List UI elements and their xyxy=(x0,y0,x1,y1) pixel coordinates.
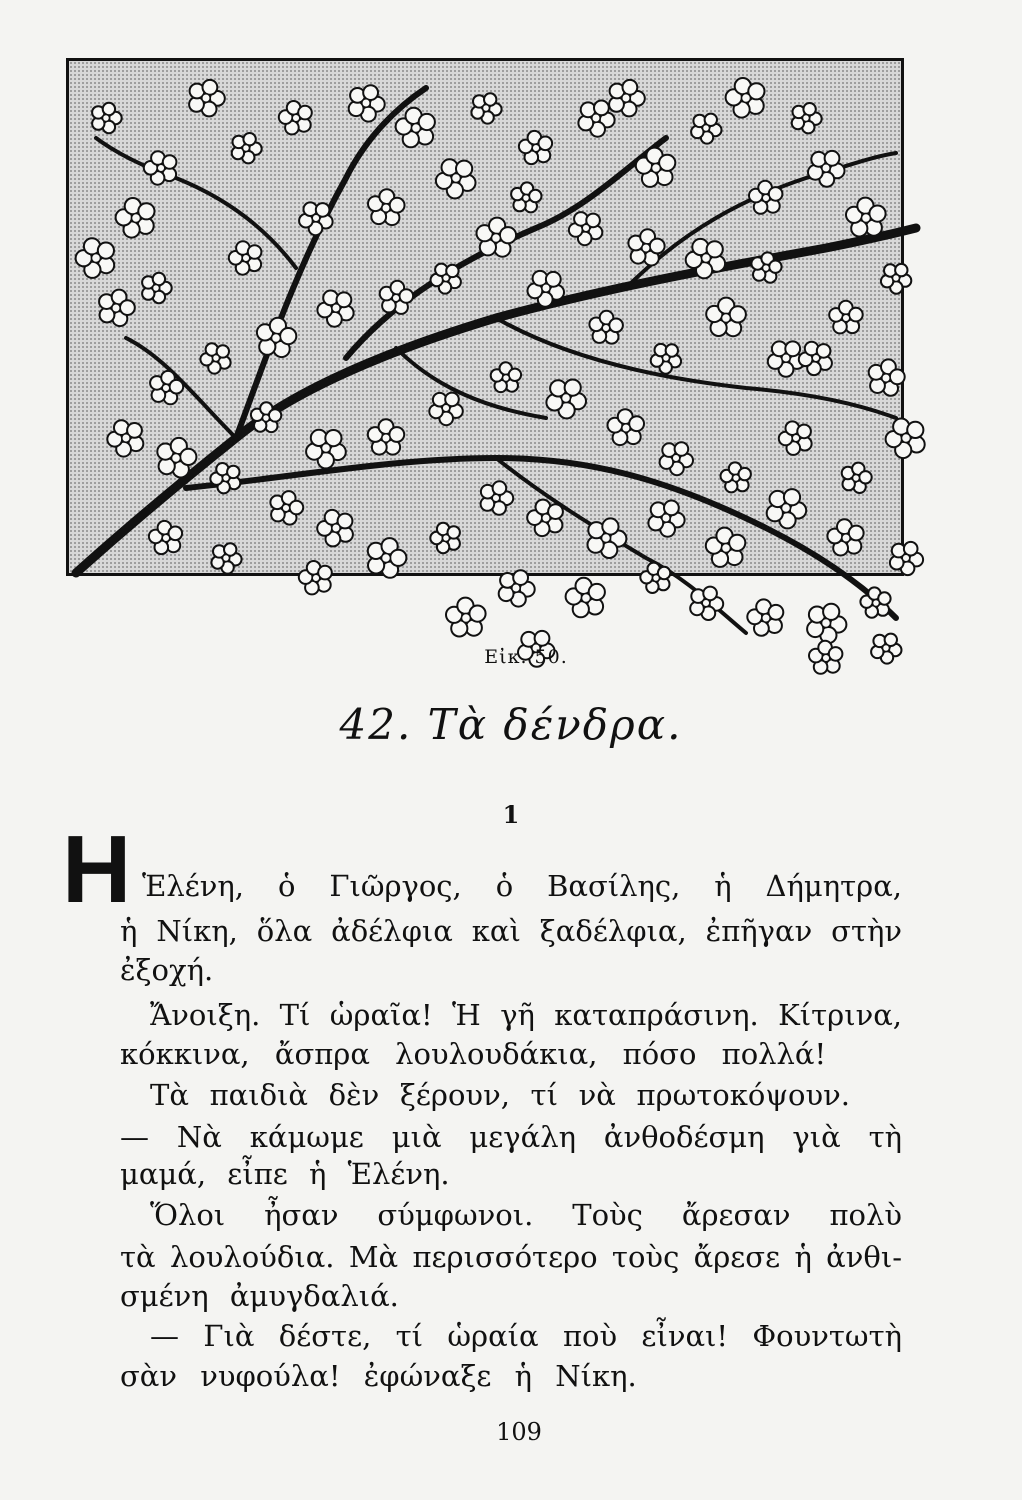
blossom-center xyxy=(803,115,810,122)
blossom-center xyxy=(332,304,340,312)
blossom-center xyxy=(452,174,461,183)
blossom-center xyxy=(443,275,450,282)
blossom-petal xyxy=(849,526,864,541)
blossom-center xyxy=(162,384,170,392)
blossom-center xyxy=(622,94,630,102)
section-number: 1 xyxy=(502,800,520,829)
blossom-center xyxy=(542,284,550,292)
blossom-petal xyxy=(529,190,541,202)
blossom-center xyxy=(292,114,300,122)
blossom-center xyxy=(282,504,290,512)
blossom-center xyxy=(362,99,370,107)
blossom-petal xyxy=(120,300,135,315)
page-number: 109 xyxy=(496,1418,542,1446)
blossom-center xyxy=(582,224,590,232)
blossom-center xyxy=(103,115,110,122)
branch-stroke xyxy=(236,88,426,438)
blossom-center xyxy=(782,504,791,513)
blossom-petal xyxy=(290,501,304,515)
blossom-petal xyxy=(180,449,196,465)
text-line: ἡ Νίκη, ὅλα ἀδέλφια καὶ ξαδέλφια, ἐπῆγαν στὴν xyxy=(120,914,902,948)
blossom-center xyxy=(722,314,731,323)
text-line: Ἑλένη, ὁ Γιῶργος, ὁ Βασίλης, ἡ Δήμητρα, xyxy=(142,869,902,903)
blossom-center xyxy=(733,475,740,482)
blossom-center xyxy=(272,334,281,343)
blossom-petal xyxy=(859,471,871,483)
blossom-center xyxy=(243,145,250,152)
blossom-center xyxy=(412,124,421,133)
blossom-center xyxy=(652,164,661,173)
chapter-title: 42. Τὰ δένδρα. xyxy=(339,700,683,749)
blossom-petal xyxy=(739,468,751,480)
blossom-center xyxy=(542,514,550,522)
blossom-center xyxy=(532,144,540,152)
blossom-petal xyxy=(243,133,255,145)
blossom-center xyxy=(902,554,910,562)
blossom-petal xyxy=(153,273,165,285)
blossom-center xyxy=(822,164,830,172)
blossom-petal xyxy=(400,289,414,303)
blossom-center xyxy=(462,614,471,623)
blossom-center xyxy=(722,544,731,553)
blossom-center xyxy=(893,275,900,282)
blossom-center xyxy=(762,614,770,622)
blossom-petal xyxy=(890,369,905,384)
blossom-center xyxy=(153,285,160,292)
blossom-petal xyxy=(493,481,507,495)
blossom-center xyxy=(162,534,170,542)
branch-stroke xyxy=(396,348,546,418)
text-line: σμένη ἀμυγδαλιά. xyxy=(120,1279,399,1313)
blossom-center xyxy=(782,354,790,362)
blossom-center xyxy=(492,234,501,243)
figure-caption: Εἰκ. 50. xyxy=(484,646,568,668)
blossom-center xyxy=(312,214,320,222)
blossom-petal xyxy=(609,319,623,333)
blossom-petal xyxy=(623,80,638,95)
blossom-petal xyxy=(203,80,218,95)
blossom-center xyxy=(263,415,270,422)
blossom-center xyxy=(223,555,230,562)
blossom-petal xyxy=(363,85,378,100)
text-line: σὰν νυφούλα! ἐφώναξε ἡ Νίκη. xyxy=(120,1359,637,1393)
text-line: Τὰ παιδιὰ δὲν ξέρουν, τί νὰ πρωτοκόψουν. xyxy=(150,1078,850,1112)
blossom-center xyxy=(202,94,210,102)
blossom-center xyxy=(92,254,101,263)
blossom-center xyxy=(503,375,510,382)
blossom-center xyxy=(842,314,850,322)
blossom-petal xyxy=(769,261,781,273)
blossom-center xyxy=(642,244,650,252)
blossom-center xyxy=(213,355,220,362)
blossom-center xyxy=(382,554,391,563)
blossom-petal xyxy=(170,380,184,394)
blossom-center xyxy=(582,594,591,603)
blossom-petal xyxy=(769,187,783,201)
blossom-center xyxy=(853,475,860,482)
blossom-center xyxy=(223,475,230,482)
blossom-center xyxy=(132,214,141,223)
blossom-center xyxy=(332,524,340,532)
blossom-petal xyxy=(280,328,296,344)
text-line: τὰ λουλούδια. Μὰ περισσότερο τοὺς ἄρεσε ἡ ἀνθι- xyxy=(120,1240,902,1274)
blossom-illustration xyxy=(66,58,904,576)
blossom-center xyxy=(653,575,660,582)
blossom-center xyxy=(483,105,490,112)
blossom-center xyxy=(862,214,871,223)
blossom-center xyxy=(602,534,611,543)
blossom-center xyxy=(873,600,880,607)
blossom-petal xyxy=(849,308,863,322)
blossom-center xyxy=(382,204,390,212)
blossom-center xyxy=(492,494,500,502)
blossom-center xyxy=(523,195,530,202)
blossom-center xyxy=(322,444,331,453)
almond-branch-drawing xyxy=(66,58,910,648)
blossom-center xyxy=(812,354,820,362)
text-line: Ὅλοι ἦσαν σύμφωνοι. Τοὺς ἄρεσαν πολὺ xyxy=(150,1198,902,1232)
text-line: ἐξοχή. xyxy=(120,953,214,987)
blossom-center xyxy=(662,514,670,522)
blossom-center xyxy=(622,424,630,432)
text-line: — Γιὰ δέστε, τί ὡραία ποὺ εἶναι! Φουντωτὴ xyxy=(150,1319,902,1353)
blossom-petal xyxy=(729,535,745,551)
text-line: — Νὰ κάμωμε μιὰ μεγάλη ἀνθοδέσμη γιὰ τὴ xyxy=(120,1120,902,1154)
blossom-center xyxy=(842,534,850,542)
drop-cap: Η xyxy=(62,816,132,923)
blossom-center xyxy=(443,535,450,542)
blossom-center xyxy=(703,125,710,132)
blossom-center xyxy=(312,574,320,582)
blossom-center xyxy=(602,324,610,332)
blossom-petal xyxy=(500,227,516,243)
blossom-center xyxy=(902,434,911,443)
blossom-petal xyxy=(629,416,644,431)
blossom-center xyxy=(392,294,400,302)
blossom-petal xyxy=(602,518,618,534)
blossom-center xyxy=(442,404,450,412)
blossom-petal xyxy=(869,206,885,222)
branch-stroke xyxy=(186,458,896,618)
blossom-center xyxy=(702,254,711,263)
blossom-center xyxy=(157,164,165,172)
blossom-center xyxy=(763,265,770,272)
blossom-petal xyxy=(103,103,115,115)
blossom-petal xyxy=(703,587,717,601)
blossom-petal xyxy=(390,198,405,213)
blossom-petal xyxy=(659,155,675,171)
blossom-center xyxy=(663,355,670,362)
blossom-petal xyxy=(390,550,406,566)
blossom-center xyxy=(172,454,181,463)
blossom-petal xyxy=(269,409,281,421)
blossom-center xyxy=(792,434,800,442)
blossom-center xyxy=(382,434,390,442)
blossom-petal xyxy=(823,604,839,620)
blossom-center xyxy=(672,454,680,462)
blossom-petal xyxy=(509,369,521,381)
blossom-center xyxy=(562,394,571,403)
blossom-petal xyxy=(650,239,665,254)
blossom-center xyxy=(122,434,130,442)
blossom-center xyxy=(242,254,250,262)
blossom-petal xyxy=(730,306,746,322)
blossom-center xyxy=(112,304,120,312)
blossom-center xyxy=(762,194,770,202)
blossom-center xyxy=(512,584,520,592)
blossom-center xyxy=(822,619,831,628)
text-line: μαμά, εἶπε ἡ Ἑλένη. xyxy=(120,1157,450,1191)
text-line: κόκκινα, ἄσπρα λουλουδάκια, πόσο πολλά! xyxy=(120,1037,827,1071)
blossom-center xyxy=(742,94,751,103)
blossom-center xyxy=(592,114,600,122)
text-line: Ἄνοιξη. Τί ὡραῖα! Ἡ γῆ καταπράσινη. Κίτρινα, xyxy=(150,998,902,1032)
blossom-petal xyxy=(513,570,528,585)
blossom-petal xyxy=(803,103,815,115)
blossom-petal xyxy=(469,606,485,622)
blossom-center xyxy=(882,374,890,382)
blossom-center xyxy=(702,599,710,607)
blossom-petal xyxy=(389,427,404,442)
